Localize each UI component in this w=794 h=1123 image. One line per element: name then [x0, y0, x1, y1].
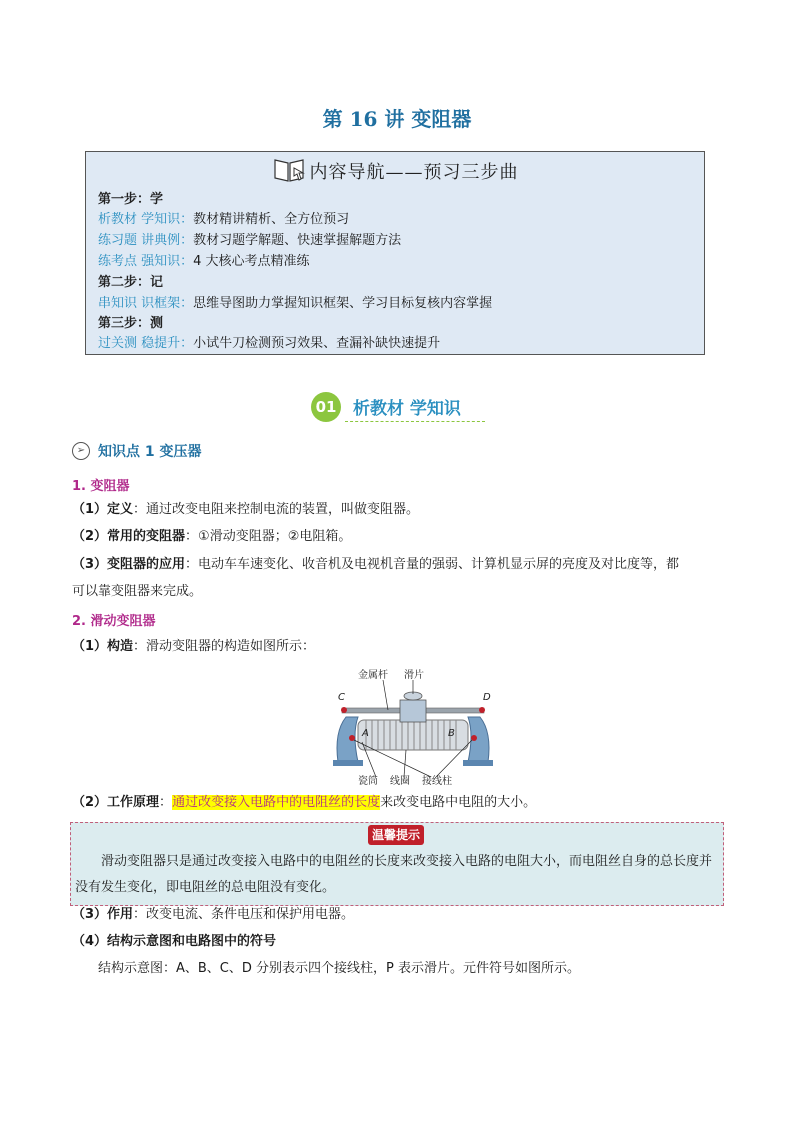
- figure-label-b: B: [448, 728, 455, 739]
- section-label: 析教材 学知识: [353, 399, 461, 419]
- figure-label-coil: 线圈: [390, 776, 410, 787]
- nav-line: 串知识 识框架：思维导图助力掌握知识框架、学习目标复核内容掌握: [98, 296, 493, 311]
- paragraph-function: （3）作用：改变电流、条件电压和保护用电器。: [72, 907, 355, 922]
- knowledge-point-title: 知识点 1 变压器: [98, 444, 202, 460]
- content-navigation-box: [85, 151, 705, 355]
- paragraph-application: （3）变阻器的应用：电动车车速变化、收音机及电视机音量的强弱、计算机显示屏的亮度及对比度等，都: [72, 557, 680, 572]
- paragraph-definition: （1）定义：通过改变电阻来控制电流的装置，叫做变阻器。: [72, 502, 420, 517]
- heading-2: 2. 滑动变阻器: [72, 614, 156, 629]
- nav-line: 练习题 讲典例：教材习题学解题、快速掌握解题方法: [98, 233, 402, 248]
- figure-label-post: 接线柱: [422, 776, 452, 787]
- book-icon: [272, 154, 306, 188]
- paragraph-principle: （2）工作原理：通过改变接入电路中的电阻丝的长度来改变电路中电阻的大小。: [72, 795, 537, 810]
- nav-line: 练考点 强知识：4 大核心考点精准练: [98, 254, 310, 269]
- figure-label-c: C: [338, 692, 345, 703]
- section-underline: [345, 421, 485, 422]
- nav-line: 析教材 学知识：教材精讲精析、全方位预习: [98, 212, 350, 227]
- nav-title: 内容导航——预习三步曲: [309, 162, 519, 183]
- tip-text: 滑动变阻器只是通过改变接入电路中的电阻丝的长度来改变接入电路的电阻大小，而电阻丝自身的总长度并没有发生变化，即电阻丝的总电阻没有变化。: [75, 854, 713, 895]
- figure-label-a: A: [362, 728, 369, 739]
- section-number: 01: [311, 392, 341, 422]
- section-header: [0, 390, 794, 426]
- nav-line: 过关测 稳提升：小试牛刀检测预习效果、查漏补缺快速提升: [98, 336, 441, 351]
- arrow-circle-icon: ➢: [72, 442, 90, 460]
- nav-line: 第三步：测: [98, 316, 164, 331]
- tip-badge: 温馨提示: [368, 825, 424, 845]
- knowledge-point-header: [72, 440, 202, 462]
- sliding-rheostat-figure: [328, 662, 498, 786]
- tip-box: [70, 822, 724, 906]
- paragraph-structure: （1）构造：滑动变阻器的构造如图所示：: [72, 639, 316, 654]
- heading-1: 1. 变阻器: [72, 479, 130, 494]
- nav-line: 第一步：学: [98, 192, 164, 207]
- paragraph-common: （2）常用的变阻器：①滑动变阻器；②电阻箱。: [72, 529, 352, 544]
- figure-label-slider: 滑片: [404, 670, 424, 681]
- paragraph-application-cont: 可以靠变阻器来完成。: [72, 584, 203, 599]
- figure-label-tube: 瓷筒: [358, 776, 378, 787]
- paragraph-symbol-heading: （4）结构示意图和电路图中的符号: [72, 934, 277, 949]
- figure-label-rod: 金属杆: [358, 670, 388, 681]
- nav-header: [86, 154, 704, 188]
- page-title: 第 16 讲 变阻器: [322, 107, 472, 131]
- paragraph-symbol-desc: 结构示意图：A、B、C、D 分别表示四个接线柱，P 表示滑片。元件符号如图所示。: [98, 961, 581, 976]
- nav-line: 第二步：记: [98, 275, 164, 290]
- figure-label-d: D: [483, 692, 491, 703]
